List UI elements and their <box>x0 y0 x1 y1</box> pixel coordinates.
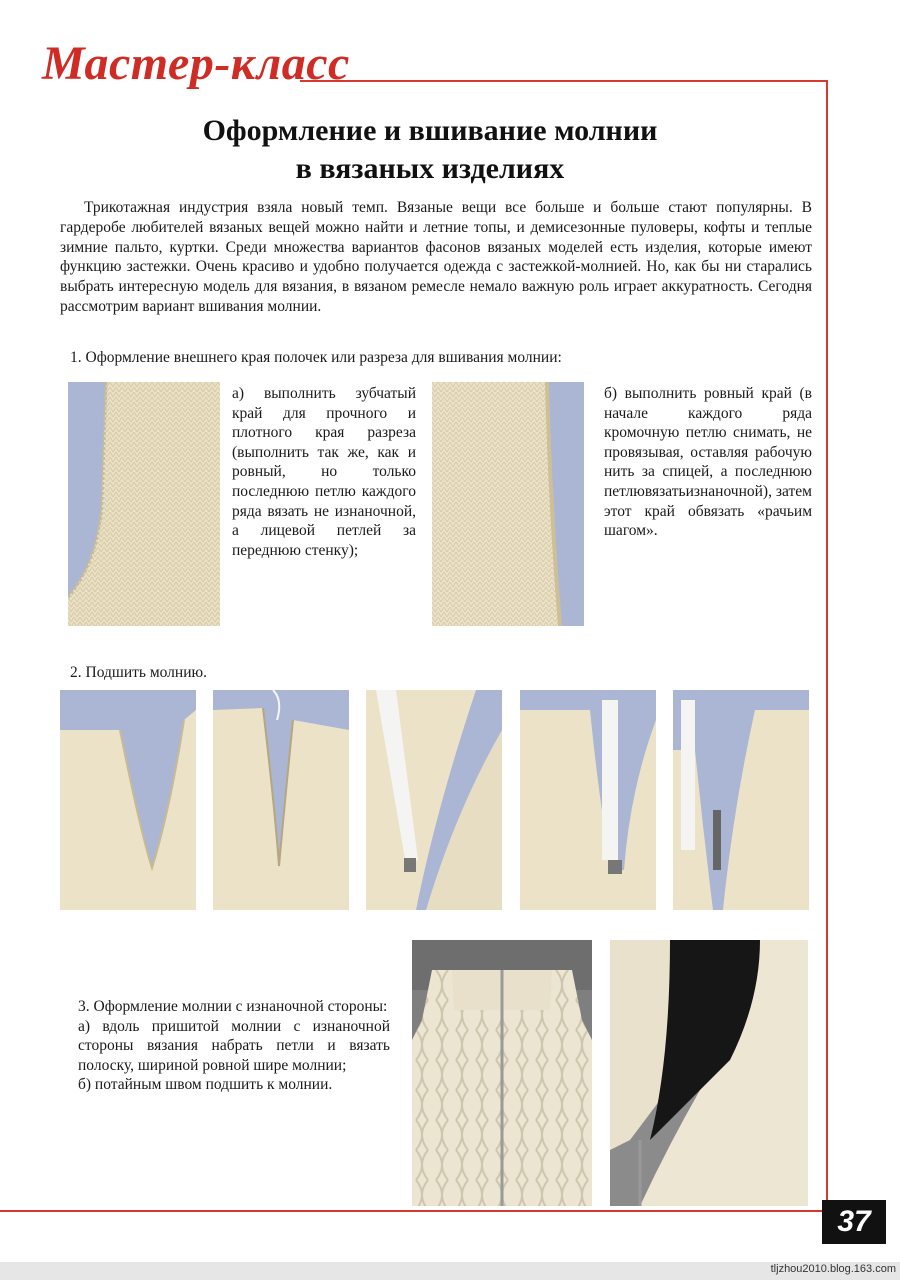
step3-text <box>78 997 390 1095</box>
frame-line-bottom <box>0 1210 828 1212</box>
watermark-text: tljzhou2010.blog.163.com <box>770 1263 896 1275</box>
article-title-line2: в вязаных изделиях <box>295 152 565 185</box>
photo-step2-3 <box>366 690 502 910</box>
article-title-line1: Оформление и вшивание молнии <box>202 114 658 147</box>
photo-toothed-edge <box>68 382 220 626</box>
step1-caption-b: б) выполнить ровный край (в начале каждого ряда кромочную петлю снимать, не провязывая, оставляя рабочую нить за спицей, а последнюю петлювязатьизнаночной), затем этот край обвязать «рачьим шагом». <box>604 385 812 540</box>
photo-sweater-front <box>412 940 592 1206</box>
photo-step2-1 <box>60 690 196 910</box>
step1-heading: 1. Оформление внешнего края полочек или разреза для вшивания молнии: <box>70 349 562 366</box>
section-title: Мастер-класс <box>42 37 350 90</box>
step2-heading: 2. Подшить молнию. <box>70 664 207 681</box>
frame-line-top <box>300 80 828 82</box>
frame-line-right <box>826 80 828 1210</box>
photo-sweater-open <box>610 940 808 1206</box>
photo-step2-2 <box>213 690 349 910</box>
step3-item-a: а) вдоль пришитой молнии с изнаночной стороны вязания набрать петли и вязать полоску, шириной ровной шире молнии; <box>78 1017 390 1074</box>
photo-straight-edge <box>432 382 584 626</box>
article-title <box>130 112 730 188</box>
intro-paragraph: Трикотажная индустрия взяла новый темп. Вязаные вещи все больше и больше стают популярны. В гардеробе любителей вязаных вещей можно найти и летние топы, и демисезонные пуловеры, кофты и теплые зимние пальто, куртки. Среди множества вариантов фасонов вязаных моделей есть изделия, которые имеют функцию застежки. Очень красиво и удобно получается одежда с застежкой-молнией. Но, как бы ни старались выбрать интересную модель для вязания, в вязаном ремесле немало важную роль играет аккуратность. Сегодня рассмотрим вариант вшивания молнии. <box>60 199 812 315</box>
footer-bar <box>0 1262 900 1280</box>
photo-step2-4 <box>520 690 656 910</box>
page-number: 37 <box>822 1200 886 1244</box>
step3-item-b: б) потайным швом подшить к молнии. <box>78 1076 333 1094</box>
photo-step2-5 <box>673 690 809 910</box>
step1-caption-a: а) выполнить зубчатый край для прочного и плотного края разреза (выполнить так же, как и ровный, но только последнюю петлю каждого ряда вязать не изнаночной, а лицевой петлей за переднюю стенку); <box>232 385 416 559</box>
step3-heading: 3. Оформление молнии с изнаночной стороны: <box>78 998 388 1015</box>
